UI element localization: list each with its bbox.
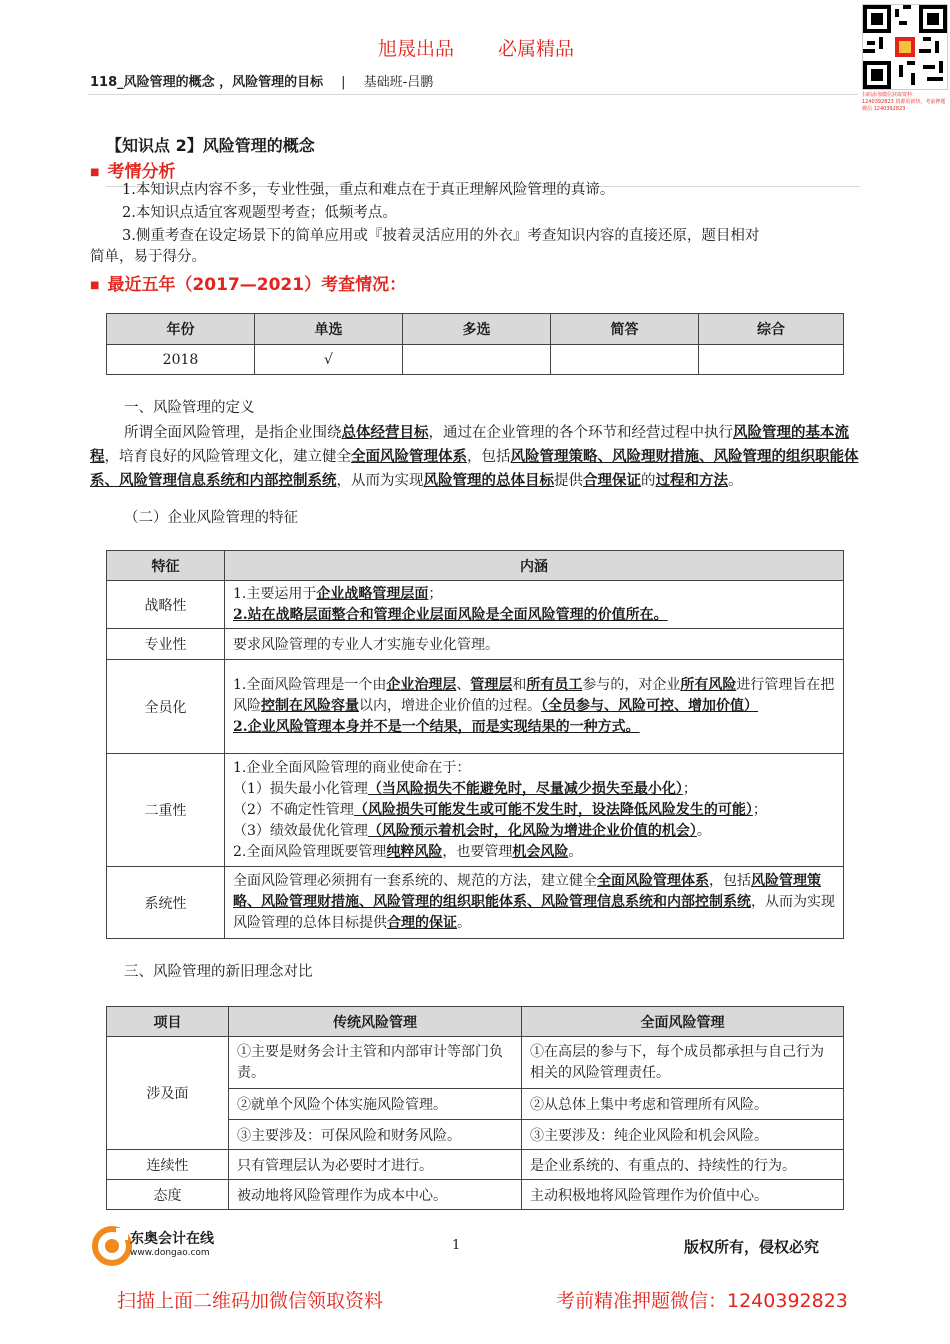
table-cell: ③主要涉及：纯企业风险和机会风险。 xyxy=(522,1120,844,1150)
qr-code-icon xyxy=(862,4,948,90)
feature-name: 全员化 xyxy=(107,660,225,754)
table-cell: ②就单个风险个体实施风险管理。 xyxy=(229,1089,522,1120)
feature-description: 要求风险管理的专业人才实施专业化管理。 xyxy=(225,629,844,660)
course-name: 基础班-吕鹏 xyxy=(363,75,434,90)
feature-description: 1.全面风险管理是一个由企业治理层、管理层和所有员工参与的，对企业所有风险进行管理旨在把风险控制在风险容量以内，增进企业价值的过程。（全员参与、风险可控、增加价值） 2.企业风险管理本身并不是一个结果，而是实现结果的一种方式。 xyxy=(225,660,844,754)
feature-description: 全面风险管理必须拥有一套系统的、规范的方法，建立健全全面风险管理体系，包括风险管理策略、风险管理财措施、风险管理的组织职能体系、风险管理信息系统和内部控制系统，从而为实现风险管理的总体目标提供合理的保证。 xyxy=(225,867,844,939)
definition-paragraph: 所谓全面风险管理，是指企业围绕总体经营目标，通过在企业管理的各个环节和经营过程中执行风险管理的基本流程，培育良好的风险管理文化，建立健全全面风险管理体系，包括风险管理策略、风险理财措施、风险管理的组织职能体系、风险管理信息系统和内部控制系统，从而为实现风险管理的总体目标提供合理保证的过程和方法。 xyxy=(90,424,859,489)
table-cell: ②从总体上集中考虑和管理所有风险。 xyxy=(522,1089,844,1120)
logo-url: www.dongao.com xyxy=(130,1248,210,1258)
lesson-header xyxy=(90,71,433,90)
comparison-table xyxy=(106,1006,844,1210)
knowledge-point-title: 【知识点 2】风险管理的概念 xyxy=(106,136,315,155)
analysis-item: 简单，易于得分。 xyxy=(90,249,206,265)
table-cell: ①主要是财务会计主管和内部审计等部门负责。 xyxy=(229,1037,522,1089)
square-bullet-icon: ■ xyxy=(90,167,100,178)
table-header-cell: 传统风险管理 xyxy=(229,1007,522,1037)
table-cell xyxy=(403,345,551,375)
table-row xyxy=(107,1150,844,1180)
analysis-heading: ■ 考情分析 xyxy=(90,162,176,182)
comparison-item: 态度 xyxy=(107,1180,229,1210)
features-subheading: （二）企业风险管理的特征 xyxy=(124,510,298,526)
analysis-item: 2.本知识点适宜客观题型考查；低频考点。 xyxy=(122,205,397,221)
table-header-cell: 全面风险管理 xyxy=(522,1007,844,1037)
brand-slogan-left: 旭晟出品 xyxy=(378,38,455,60)
comparison-item: 涉及面 xyxy=(107,1037,229,1150)
table-row xyxy=(107,867,844,939)
qr-caption: 扫码添加微信获取资料：1240392823 资源更新快，考前押题微信 1240392823 xyxy=(862,92,946,112)
comparison-heading: 三、风险管理的新旧理念对比 xyxy=(124,964,313,980)
header-separator: | xyxy=(341,75,346,90)
lesson-title: 118_风险管理的概念 ，风险管理的目标 xyxy=(90,75,324,90)
header-divider xyxy=(88,94,858,95)
feature-description: 1.企业全面风险管理的商业使命在于： （1）损失最小化管理（当风险损失不能避免时，尽量减少损失至最小化）； （2）不确定性管理（风险损失可能发生或可能不发生时，设法降低风险发生的可能）； （3）绩效最优化管理（风险预示着机会时，化风险为增进企业价值的机会）。 2.全面风险管理既要管理纯粹风险，也要管理机会风险。 xyxy=(225,754,844,867)
feature-name: 系统性 xyxy=(107,867,225,939)
table-cell: 主动积极地将风险管理作为价值中心。 xyxy=(522,1180,844,1210)
logo-name: 东奥会计在线 xyxy=(130,1231,214,1247)
definition-heading: 一、风险管理的定义 xyxy=(124,400,255,416)
brand-slogan-right: 必属精品 xyxy=(498,38,575,60)
table-header-cell: 单选 xyxy=(255,314,403,345)
table-row xyxy=(107,1037,844,1089)
dongao-logo-icon xyxy=(92,1226,132,1266)
table-cell: 只有管理层认为必要时才进行。 xyxy=(229,1150,522,1180)
table-row xyxy=(107,754,844,867)
table-cell: 2018 xyxy=(107,345,255,375)
table-cell: 被动地将风险管理作为成本中心。 xyxy=(229,1180,522,1210)
feature-description: 1.主要运用于企业战略管理层面； 2.站在战略层面整合和管理企业层面风险是全面风险管理的价值所在。 xyxy=(225,581,844,629)
table-header-cell: 内涵 xyxy=(225,551,844,581)
table-row xyxy=(107,581,844,629)
features-table xyxy=(106,550,844,939)
table-header-row xyxy=(107,551,844,581)
table-cell xyxy=(551,345,699,375)
feature-name: 二重性 xyxy=(107,754,225,867)
comparison-item: 连续性 xyxy=(107,1150,229,1180)
analysis-item: 3.侧重考查在设定场景下的简单应用或『披着灵活应用的外衣』考查知识内容的直接还原，题目相对 xyxy=(122,228,760,244)
table-header-cell: 多选 xyxy=(403,314,551,345)
table-header-cell: 综合 xyxy=(699,314,844,345)
table-cell: ①在高层的参与下，每个成员都承担与自己行为相关的风险管理责任。 xyxy=(522,1037,844,1089)
analysis-item: 1.本知识点内容不多，专业性强，重点和难点在于真正理解风险管理的真谛。 xyxy=(122,182,615,198)
table-cell: ③主要涉及：可保风险和财务风险。 xyxy=(229,1120,522,1150)
table-header-cell: 年份 xyxy=(107,314,255,345)
feature-name: 专业性 xyxy=(107,629,225,660)
table-header-row xyxy=(107,314,844,345)
table-cell xyxy=(699,345,844,375)
wechat-contact: 考前精准押题微信：1240392823 xyxy=(556,1290,848,1312)
exam-history-table xyxy=(106,313,844,375)
table-row xyxy=(107,1180,844,1210)
table-row xyxy=(107,629,844,660)
table-row xyxy=(107,660,844,754)
qr-instruction: 扫描上面二维码加微信领取资料 xyxy=(117,1290,384,1312)
table-cell: 是企业系统的、有重点的、持续性的行为。 xyxy=(522,1150,844,1180)
copyright-notice: 版权所有，侵权必究 xyxy=(684,1238,820,1256)
page-number: 1 xyxy=(452,1238,461,1253)
table-header-cell: 项目 xyxy=(107,1007,229,1037)
recent-exams-heading: ■ 最近五年（2017—2021）考查情况： xyxy=(90,275,407,295)
square-bullet-icon: ■ xyxy=(90,280,100,291)
table-header-row xyxy=(107,1007,844,1037)
table-row xyxy=(107,345,844,375)
table-cell: √ xyxy=(255,345,403,375)
feature-name: 战略性 xyxy=(107,581,225,629)
table-header-cell: 简答 xyxy=(551,314,699,345)
table-header-cell: 特征 xyxy=(107,551,225,581)
